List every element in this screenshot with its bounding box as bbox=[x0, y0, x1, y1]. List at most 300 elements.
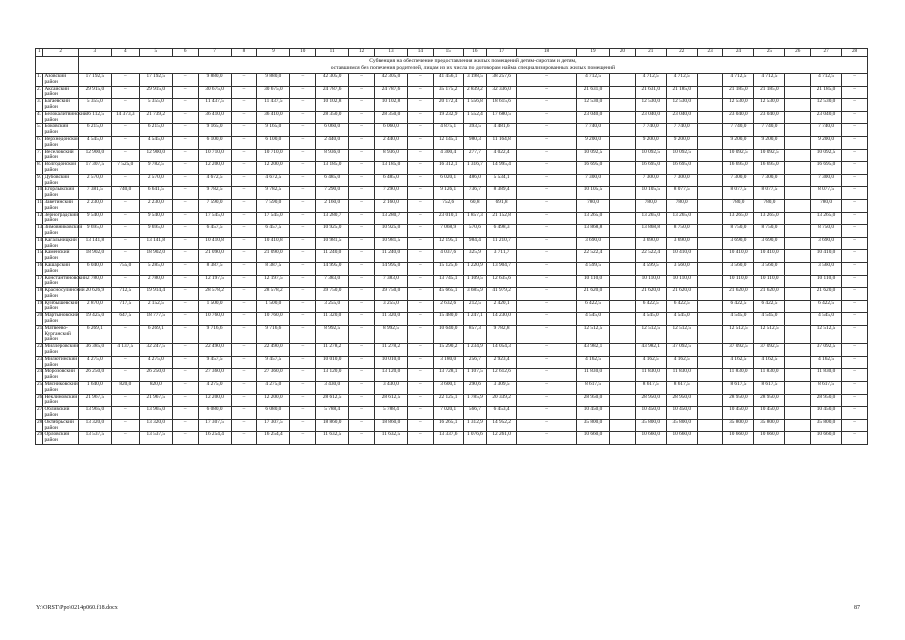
value-cell: 10 710,0 bbox=[198, 149, 231, 162]
value-cell: 3 198,5 bbox=[463, 74, 487, 87]
value-cell: 29 915,0 bbox=[139, 86, 172, 99]
value-cell: – bbox=[172, 313, 198, 326]
value-cell: – bbox=[842, 187, 868, 200]
table-row bbox=[36, 356, 868, 369]
value-cell: 37 092,5 bbox=[666, 344, 697, 357]
value-cell: 23 040,0 bbox=[811, 111, 842, 124]
value-cell: 9 540,0 bbox=[78, 212, 111, 225]
value-cell: 3 600,1 bbox=[433, 382, 463, 395]
value-cell: – bbox=[172, 174, 198, 187]
value-cell: – bbox=[290, 149, 316, 162]
value-cell: 10 010,0 bbox=[374, 356, 407, 369]
value-cell: – bbox=[842, 162, 868, 175]
value-cell: 8 387,5 bbox=[198, 262, 231, 275]
value-cell: 6 422,5 bbox=[811, 300, 842, 313]
value-cell: – bbox=[842, 288, 868, 301]
value-cell: 11 632,5 bbox=[316, 432, 349, 445]
row-number-cell: 5. bbox=[36, 124, 43, 137]
district-name-cell: Морозовский район bbox=[43, 369, 78, 382]
value-cell: 28 950,0 bbox=[811, 394, 842, 407]
value-cell: 11 320,0 bbox=[316, 313, 349, 326]
value-cell: 37 092,5 bbox=[723, 344, 754, 357]
value-cell: 3 430,0 bbox=[316, 382, 349, 395]
value-cell: – bbox=[172, 288, 198, 301]
value-cell: 4 875,1 bbox=[433, 124, 463, 137]
value-cell: 60,8 bbox=[463, 199, 487, 212]
subvention-table bbox=[35, 48, 868, 445]
value-cell: – bbox=[111, 394, 139, 407]
value-cell: – bbox=[111, 74, 139, 87]
value-cell: – bbox=[231, 212, 257, 225]
value-cell: 41 979,2 bbox=[487, 288, 517, 301]
value-cell: 691,8 bbox=[487, 199, 517, 212]
value-cell bbox=[697, 199, 723, 212]
value-cell bbox=[697, 288, 723, 301]
table-row bbox=[36, 99, 868, 112]
district-name-cell: Веселовский район bbox=[43, 149, 78, 162]
value-cell bbox=[785, 237, 811, 250]
value-cell: – bbox=[408, 394, 434, 407]
value-cell bbox=[785, 394, 811, 407]
value-cell: – bbox=[408, 262, 434, 275]
value-cell: 13 965,0 bbox=[78, 407, 111, 420]
value-cell: – bbox=[111, 369, 139, 382]
value-cell: – bbox=[231, 174, 257, 187]
value-cell: – bbox=[290, 162, 316, 175]
value-cell: – bbox=[172, 86, 198, 99]
value-cell: 1 107,5 bbox=[463, 369, 487, 382]
value-cell: 10 450,0 bbox=[576, 407, 609, 420]
value-cell: 6 457,5 bbox=[198, 225, 231, 238]
value-cell: 13 904,7 bbox=[487, 262, 517, 275]
column-number-cell: 6 bbox=[172, 49, 198, 57]
value-cell: 8 617,5 bbox=[754, 382, 785, 395]
value-cell bbox=[610, 369, 636, 382]
value-cell: 2 440,0 bbox=[316, 136, 349, 149]
value-cell: 38 257,6 bbox=[487, 74, 517, 87]
value-cell: 10 660,0 bbox=[666, 432, 697, 445]
value-cell: 9 782,5 bbox=[257, 187, 290, 200]
value-cell bbox=[697, 407, 723, 420]
value-cell: 21 620,0 bbox=[576, 288, 609, 301]
column-number-cell: 19 bbox=[576, 49, 609, 57]
value-cell bbox=[697, 187, 723, 200]
value-cell: 29 915,0 bbox=[78, 86, 111, 99]
value-cell: – bbox=[408, 300, 434, 313]
value-cell: 212,5 bbox=[463, 300, 487, 313]
value-cell: 4 545,0 bbox=[723, 313, 754, 326]
value-cell: – bbox=[172, 111, 198, 124]
value-cell: 2 780,0 bbox=[139, 275, 172, 288]
value-cell: 19 232,9 bbox=[433, 111, 463, 124]
value-cell: – bbox=[172, 162, 198, 175]
value-cell: 755,0 bbox=[111, 262, 139, 275]
value-cell: 9 880,0 bbox=[198, 74, 231, 87]
value-cell: 3 560,0 bbox=[811, 262, 842, 275]
value-cell bbox=[785, 313, 811, 326]
value-cell: 6 453,4 bbox=[487, 407, 517, 420]
district-name-cell: Заветинский район bbox=[43, 199, 78, 212]
value-cell: 13 265,0 bbox=[811, 212, 842, 225]
value-cell: 11 240,0 bbox=[316, 250, 349, 263]
value-cell: 22 490,0 bbox=[198, 344, 231, 357]
table-row bbox=[36, 419, 868, 432]
value-cell: – bbox=[408, 325, 434, 343]
value-cell: 9 880,0 bbox=[257, 74, 290, 87]
row-number-cell: 15. bbox=[36, 250, 43, 263]
value-cell: – bbox=[172, 136, 198, 149]
value-cell: 10 102,8 bbox=[316, 99, 349, 112]
value-cell: 17 545,0 bbox=[257, 212, 290, 225]
value-cell: – bbox=[842, 275, 868, 288]
value-cell: 35 800,0 bbox=[811, 419, 842, 432]
value-cell: 18 615,6 bbox=[487, 99, 517, 112]
value-cell: – bbox=[842, 199, 868, 212]
value-cell: 6 100,0 bbox=[198, 136, 231, 149]
value-cell: 9 200,0 bbox=[723, 136, 754, 149]
column-number-cell: 17 bbox=[487, 49, 517, 57]
value-cell bbox=[697, 313, 723, 326]
value-cell: – bbox=[231, 325, 257, 343]
district-name-cell: Миллеровский район bbox=[44, 343, 79, 356]
value-cell: 14 054,3 bbox=[487, 344, 517, 357]
row-number-cell: 27. bbox=[36, 407, 43, 420]
row-number-cell: 21. bbox=[36, 325, 43, 343]
table-row bbox=[36, 407, 868, 420]
value-cell: 15 480,0 bbox=[433, 313, 463, 326]
value-cell: 12 200,0 bbox=[257, 162, 290, 175]
value-cell: 10 660,0 bbox=[754, 432, 785, 445]
value-cell: 10 925,0 bbox=[374, 225, 407, 238]
value-cell: – bbox=[111, 325, 139, 343]
caption-spacer bbox=[36, 57, 79, 74]
value-cell: – bbox=[408, 432, 434, 445]
value-cell: 10 660,0 bbox=[635, 432, 666, 445]
value-cell: – bbox=[231, 124, 257, 137]
value-cell: 4 712,5 bbox=[576, 74, 609, 87]
column-number-cell: 13 bbox=[374, 49, 407, 57]
value-cell: 4 162,5 bbox=[635, 356, 666, 369]
value-cell bbox=[697, 212, 723, 225]
value-cell: – bbox=[408, 212, 434, 225]
value-cell: 13 868,8 bbox=[635, 225, 666, 238]
value-cell: – bbox=[231, 111, 257, 124]
value-cell: 7 740,0 bbox=[754, 124, 785, 137]
value-cell: 6 485,0 bbox=[374, 174, 407, 187]
value-cell: 4 137,5 bbox=[111, 344, 139, 357]
value-cell: 9 782,8 bbox=[487, 325, 517, 343]
value-cell: – bbox=[842, 382, 868, 395]
value-cell: 9 716,6 bbox=[198, 325, 231, 343]
value-cell: 23 040,0 bbox=[635, 111, 666, 124]
value-cell bbox=[785, 86, 811, 99]
row-number-cell: 7. bbox=[36, 149, 43, 162]
value-cell bbox=[610, 300, 636, 313]
value-cell: – bbox=[349, 74, 375, 87]
value-cell: 10 110,0 bbox=[811, 275, 842, 288]
value-cell: – bbox=[408, 313, 434, 326]
value-cell: 4 275,0 bbox=[139, 356, 172, 369]
value-cell: 21 631,0 bbox=[635, 86, 666, 99]
row-number-cell: 3. bbox=[36, 99, 43, 112]
value-cell: 23 040,0 bbox=[754, 111, 785, 124]
value-cell: 28 950,0 bbox=[666, 394, 697, 407]
table-row bbox=[36, 313, 868, 326]
value-cell: – bbox=[842, 174, 868, 187]
value-cell: 4 022,4 bbox=[487, 149, 517, 162]
value-cell: – bbox=[172, 124, 198, 137]
value-cell: 7 740,0 bbox=[666, 124, 697, 137]
value-cell: – bbox=[172, 356, 198, 369]
value-cell: 7 740,0 bbox=[635, 124, 666, 137]
value-cell: – bbox=[231, 313, 257, 326]
value-cell: – bbox=[349, 136, 375, 149]
value-cell: 15 290,2 bbox=[433, 344, 463, 357]
value-cell: – bbox=[408, 162, 434, 175]
value-cell: 7 740,0 bbox=[576, 124, 609, 137]
column-number-cell: 22 bbox=[666, 49, 697, 57]
value-cell: 2 230,0 bbox=[139, 199, 172, 212]
value-cell: 21 967,5 bbox=[78, 394, 111, 407]
district-name-cell: Белокалитвинский район bbox=[44, 110, 87, 123]
value-cell: – bbox=[111, 199, 139, 212]
value-cell: 7 300,0 bbox=[754, 174, 785, 187]
value-cell bbox=[697, 432, 723, 445]
value-cell: 8 389,4 bbox=[487, 187, 517, 200]
value-cell: 13 265,0 bbox=[723, 212, 754, 225]
value-cell bbox=[697, 162, 723, 175]
table-row bbox=[36, 237, 868, 250]
value-cell: 4 712,5 bbox=[666, 74, 697, 87]
value-cell: 41 456,1 bbox=[433, 74, 463, 87]
value-cell: – bbox=[349, 356, 375, 369]
value-cell: – bbox=[290, 111, 316, 124]
value-cell: 12 197,5 bbox=[198, 275, 231, 288]
value-cell: 11 164,8 bbox=[487, 136, 517, 149]
value-cell: 290,6 bbox=[463, 382, 487, 395]
value-cell bbox=[785, 162, 811, 175]
value-cell: – bbox=[290, 187, 316, 200]
row-number-cell: 29. bbox=[36, 432, 43, 445]
value-cell bbox=[697, 344, 723, 357]
value-cell: – bbox=[349, 86, 375, 99]
value-cell: – bbox=[517, 369, 577, 382]
value-cell: – bbox=[349, 187, 375, 200]
value-cell: 11 278,2 bbox=[374, 344, 407, 357]
table-row bbox=[36, 262, 868, 275]
value-cell: 37 092,5 bbox=[754, 344, 785, 357]
value-cell bbox=[610, 313, 636, 326]
value-cell bbox=[610, 162, 636, 175]
value-cell: – bbox=[517, 325, 577, 343]
value-cell: – bbox=[231, 356, 257, 369]
page-number: 87 bbox=[854, 605, 860, 611]
district-name-cell: Матвеево-Курганский район bbox=[43, 325, 78, 343]
value-cell: 11 830,0 bbox=[635, 369, 666, 382]
value-cell: – bbox=[231, 288, 257, 301]
value-cell: – bbox=[111, 225, 139, 238]
value-cell: 3 560,0 bbox=[666, 262, 697, 275]
value-cell: – bbox=[290, 124, 316, 137]
value-cell: 10 760,0 bbox=[257, 313, 290, 326]
value-cell: 9 200,0 bbox=[666, 136, 697, 149]
value-cell: 752,6 bbox=[433, 199, 463, 212]
value-cell: 5 355,0 bbox=[78, 99, 111, 112]
value-cell: 857,3 bbox=[463, 325, 487, 343]
value-cell bbox=[697, 275, 723, 288]
value-cell: 12 512,5 bbox=[754, 325, 785, 343]
value-cell: 43 982,1 bbox=[576, 344, 609, 357]
value-cell: 736,7 bbox=[463, 187, 487, 200]
value-cell: – bbox=[349, 162, 375, 175]
value-cell: 1 076,6 bbox=[463, 432, 487, 445]
value-cell: 10 110,0 bbox=[635, 275, 666, 288]
value-cell: 16 695,0 bbox=[576, 162, 609, 175]
value-cell: – bbox=[172, 199, 198, 212]
column-number-cell: 7 bbox=[198, 49, 231, 57]
value-cell: – bbox=[172, 187, 198, 200]
value-cell: 10 410,0 bbox=[811, 250, 842, 263]
value-cell: 13 265,0 bbox=[576, 212, 609, 225]
table-row bbox=[36, 136, 868, 149]
value-cell bbox=[697, 382, 723, 395]
value-cell: – bbox=[290, 369, 316, 382]
value-cell: 8 387,5 bbox=[257, 262, 290, 275]
value-cell: – bbox=[842, 394, 868, 407]
value-cell: – bbox=[349, 419, 375, 432]
value-cell: – bbox=[231, 237, 257, 250]
table-row bbox=[36, 325, 868, 343]
value-cell: – bbox=[349, 199, 375, 212]
value-cell: 6 457,5 bbox=[257, 225, 290, 238]
value-cell: 2 780,0 bbox=[78, 275, 111, 288]
value-cell: 13 265,0 bbox=[666, 212, 697, 225]
value-cell bbox=[785, 124, 811, 137]
value-cell: – bbox=[111, 356, 139, 369]
value-cell: 3 690,0 bbox=[666, 237, 697, 250]
value-cell: – bbox=[517, 111, 577, 124]
value-cell: 8 992,5 bbox=[374, 325, 407, 343]
value-cell: 820,0 bbox=[139, 382, 172, 395]
value-cell: – bbox=[842, 111, 868, 124]
value-cell: 10 450,0 bbox=[811, 407, 842, 420]
value-cell: 7 590,0 bbox=[257, 199, 290, 212]
district-name-cell: Кашарский район bbox=[43, 262, 78, 275]
value-cell: 27 360,0 bbox=[198, 369, 231, 382]
value-cell bbox=[697, 225, 723, 238]
column-number-cell: 2 bbox=[43, 49, 78, 57]
value-cell: – bbox=[290, 199, 316, 212]
row-number-cell: 18. bbox=[36, 288, 43, 301]
value-cell: – bbox=[172, 382, 198, 395]
value-cell: 6 100,0 bbox=[257, 136, 290, 149]
table-row bbox=[36, 275, 868, 288]
district-name-cell: Красносулинский район bbox=[44, 287, 85, 299]
value-cell: 4 545,0 bbox=[78, 136, 111, 149]
value-cell: – bbox=[517, 356, 577, 369]
value-cell: 10 092,5 bbox=[723, 149, 754, 162]
value-cell: 42 305,0 bbox=[316, 74, 349, 87]
value-cell: 21 631,0 bbox=[576, 86, 609, 99]
value-cell: 10 110,0 bbox=[666, 275, 697, 288]
value-cell: – bbox=[290, 225, 316, 238]
table-row bbox=[36, 300, 868, 313]
value-cell: – bbox=[842, 369, 868, 382]
value-cell: 8 936,0 bbox=[316, 149, 349, 162]
value-cell: 6 215,0 bbox=[139, 124, 172, 137]
value-cell: – bbox=[172, 250, 198, 263]
value-cell: 21 090,0 bbox=[198, 250, 231, 263]
value-cell: – bbox=[517, 407, 577, 420]
value-cell: 24 787,6 bbox=[316, 86, 349, 99]
value-cell bbox=[610, 407, 636, 420]
value-cell bbox=[610, 275, 636, 288]
value-cell: 22 125,1 bbox=[433, 394, 463, 407]
row-number-cell: 23. bbox=[36, 356, 43, 369]
value-cell bbox=[785, 325, 811, 343]
value-cell: 6 422,5 bbox=[635, 300, 666, 313]
value-cell: 13 728,1 bbox=[433, 369, 463, 382]
value-cell: 11 632,5 bbox=[374, 432, 407, 445]
value-cell: 13 120,0 bbox=[316, 369, 349, 382]
value-cell: – bbox=[408, 407, 434, 420]
value-cell: 16 695,0 bbox=[666, 162, 697, 175]
value-cell bbox=[697, 250, 723, 263]
value-cell: 10 110,0 bbox=[576, 275, 609, 288]
value-cell: – bbox=[231, 300, 257, 313]
value-cell: 2 923,4 bbox=[487, 356, 517, 369]
value-cell: – bbox=[517, 262, 577, 275]
row-number-cell: 19. bbox=[36, 300, 43, 313]
value-cell: 325,9 bbox=[463, 250, 487, 263]
value-cell: – bbox=[349, 432, 375, 445]
row-number-cell: 9. bbox=[36, 174, 43, 187]
value-cell: 8 617,5 bbox=[576, 382, 609, 395]
row-number-cell: 11. bbox=[36, 199, 43, 212]
value-cell: 9 695,0 bbox=[139, 225, 172, 238]
value-cell: 21 620,0 bbox=[666, 288, 697, 301]
value-cell: – bbox=[290, 325, 316, 343]
value-cell: 35 800,0 bbox=[576, 419, 609, 432]
value-cell: 11 830,0 bbox=[811, 369, 842, 382]
value-cell: 14 995,4 bbox=[487, 162, 517, 175]
value-cell: 18 860,0 bbox=[374, 419, 407, 432]
value-cell: – bbox=[517, 237, 577, 250]
value-cell: – bbox=[111, 419, 139, 432]
value-cell bbox=[610, 212, 636, 225]
value-cell: – bbox=[231, 432, 257, 445]
value-cell: 6 040,0 bbox=[78, 262, 111, 275]
value-cell: 4 162,5 bbox=[811, 356, 842, 369]
value-cell: 3 690,0 bbox=[635, 237, 666, 250]
value-cell: – bbox=[842, 124, 868, 137]
column-number-cell: 28 bbox=[842, 49, 868, 57]
value-cell: 9 200,0 bbox=[635, 136, 666, 149]
value-cell: – bbox=[349, 344, 375, 357]
value-cell: 8 077,5 bbox=[754, 187, 785, 200]
value-cell: – bbox=[172, 225, 198, 238]
district-name-cell: Дубовский район bbox=[43, 174, 78, 187]
value-cell: 12 200,0 bbox=[257, 394, 290, 407]
value-cell: 36 410,0 bbox=[257, 111, 290, 124]
value-cell: – bbox=[111, 136, 139, 149]
value-cell: 11 830,0 bbox=[666, 369, 697, 382]
value-cell bbox=[785, 174, 811, 187]
value-cell: 21 185,0 bbox=[666, 86, 697, 99]
value-cell: – bbox=[408, 344, 434, 357]
value-cell: 647,5 bbox=[111, 313, 139, 326]
caption-row bbox=[36, 57, 868, 74]
